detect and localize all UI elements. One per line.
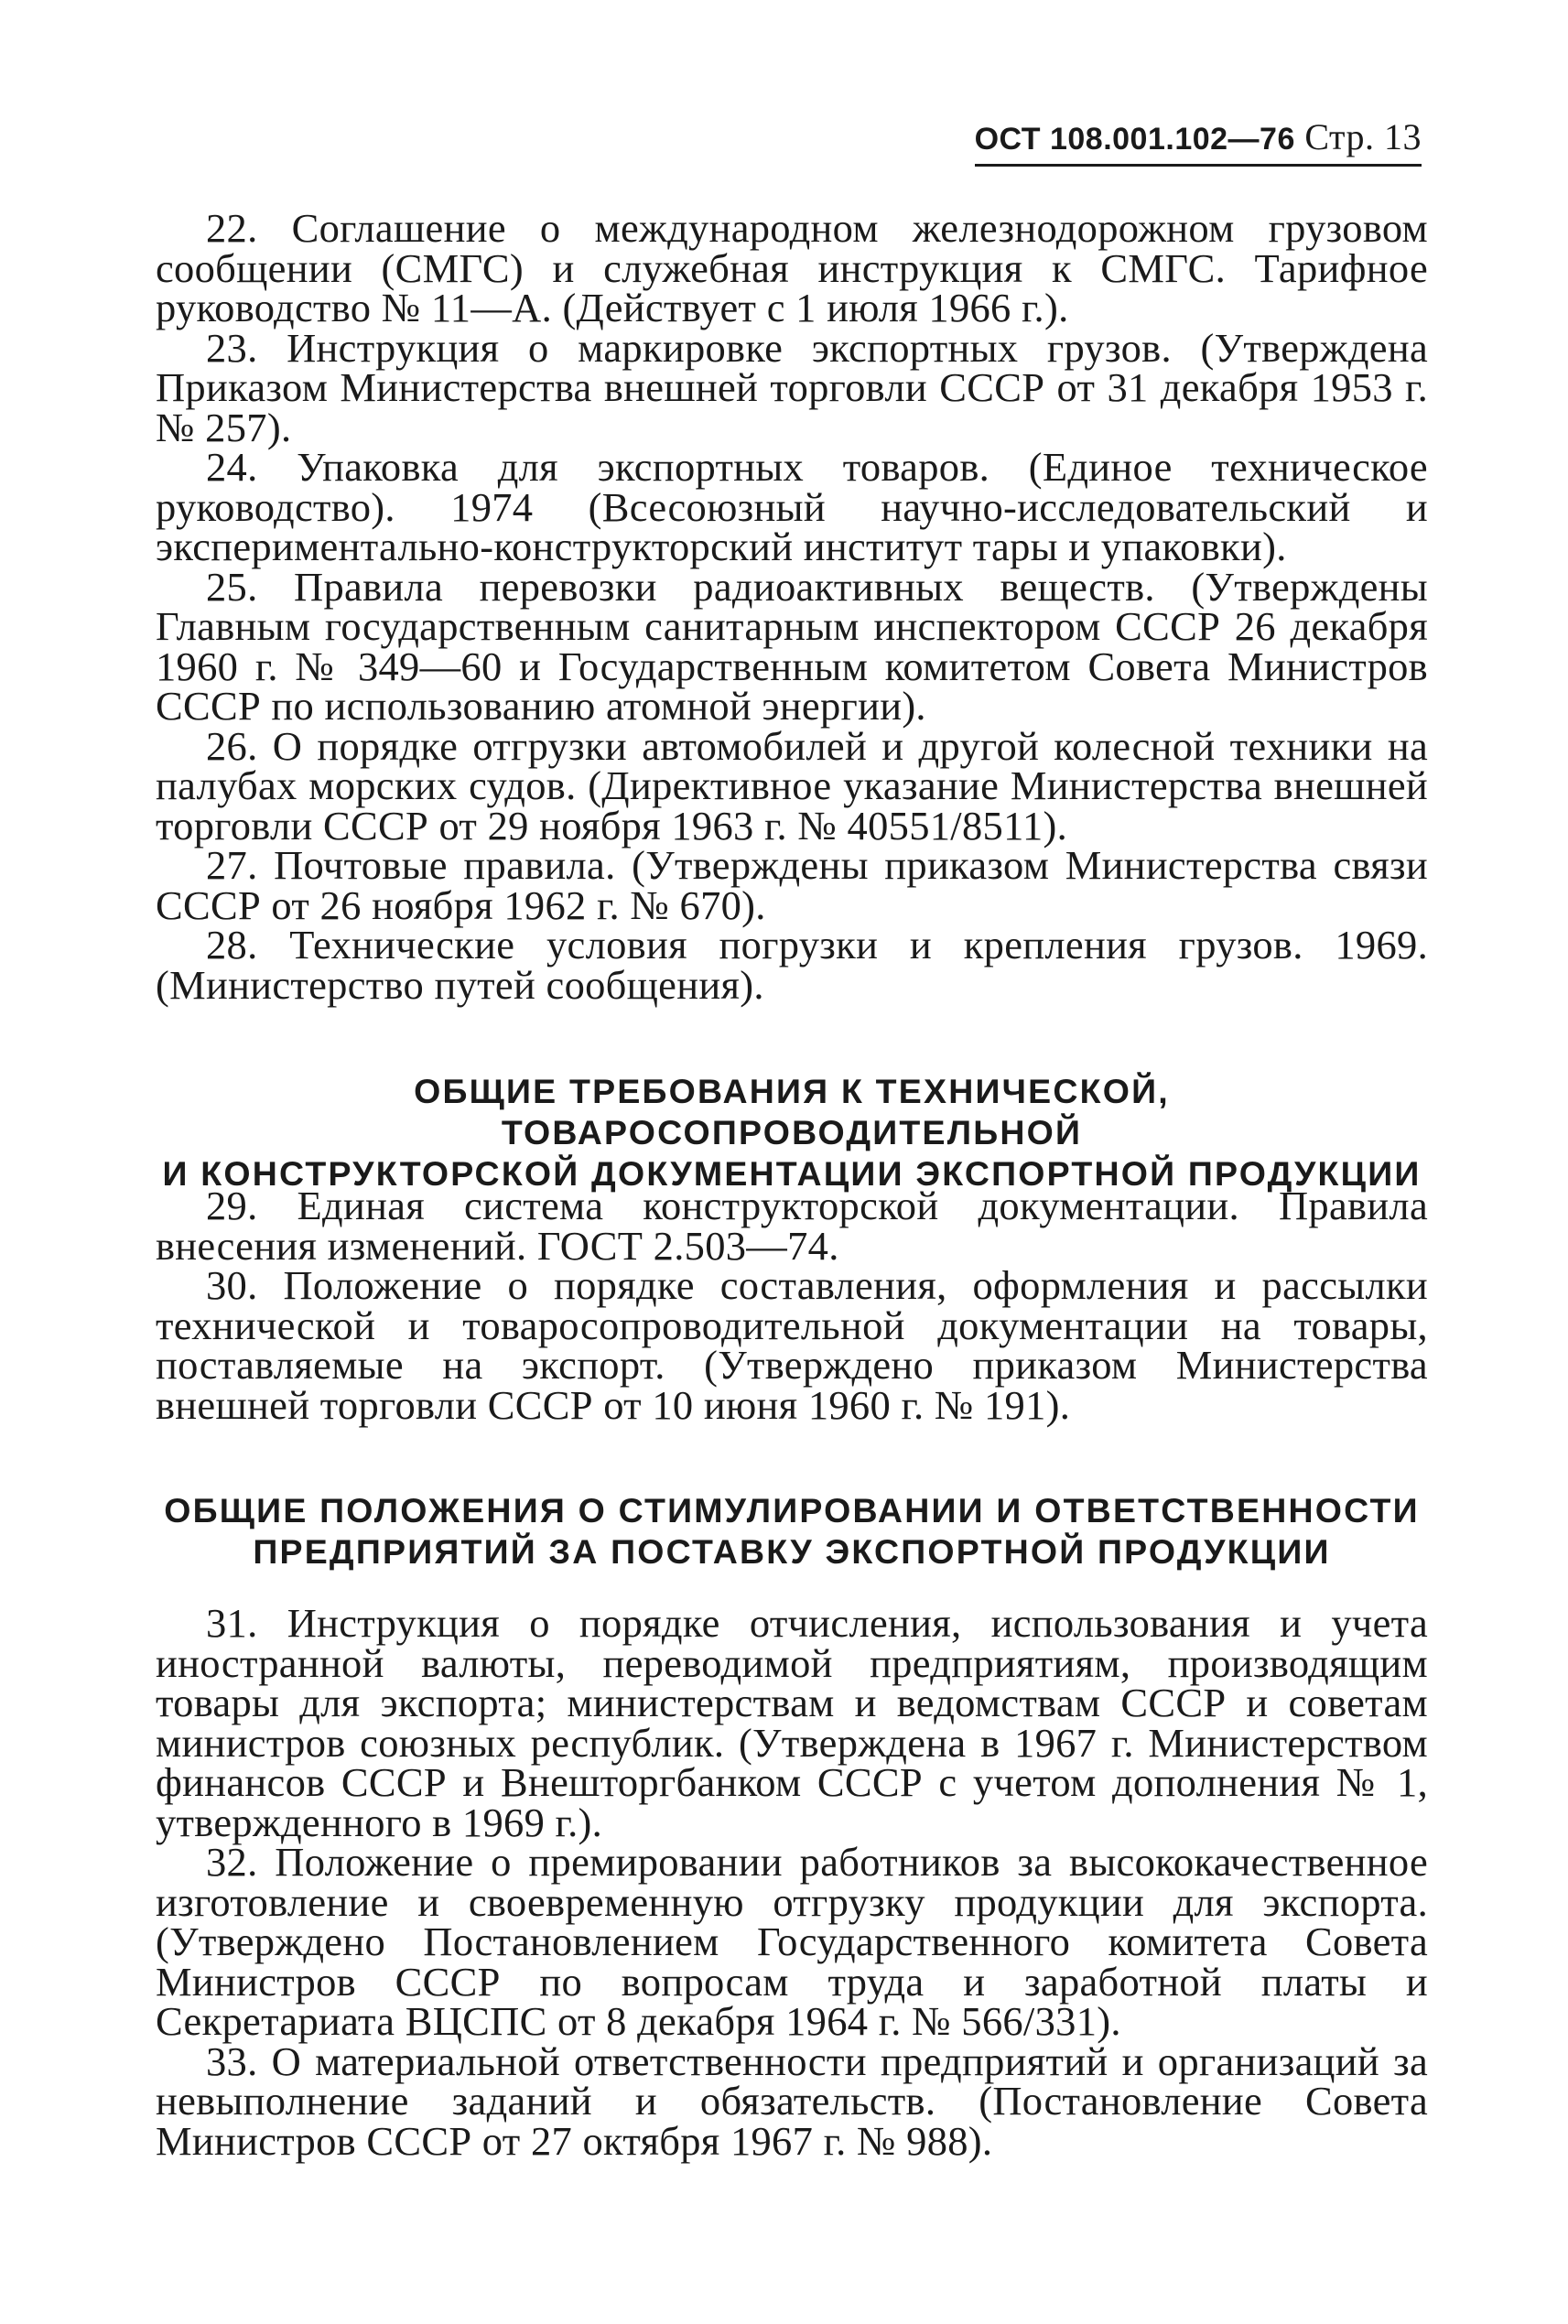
section-heading-incentives (146, 1490, 1437, 1573)
list-item: 25. Правила перевозки радиоактивных веществ. (Утверждены Главным государственным санитарным инспектором СССР 26 декабря 1960 г. № 349—60 и Государственным комитетом Совета Министров СССР по использованию атомной энергии). (156, 563, 1428, 729)
section-heading-line: И КОНСТРУКТОРСКОЙ ДОКУМЕНТАЦИИ ЭКСПОРТНОЙ ПРОДУКЦИИ (162, 1154, 1422, 1193)
list-item: 28. Технические условия погрузки и крепления грузов. 1969. (Министерство путей сообщения). (156, 922, 1428, 1008)
list-item: 27. Почтовые правила. (Утверждены приказом Министерства связи СССР от 26 ноября 1962 г. № 670). (156, 842, 1428, 928)
section-heading-line: ОБЩИЕ ПОЛОЖЕНИЯ О СТИМУЛИРОВАНИИ И ОТВЕТСТВЕННОСТИ (164, 1491, 1420, 1530)
list-item: 24. Упаковка для экспортных товаров. (Единое техническое руководство). 1974 (Всесоюзный научно-исследовательский и экспериментально-конструкторский институт тары и упаковки). (156, 444, 1428, 569)
list-item: 31. Инструкция о порядке отчисления, использования и учета иностранной валюты, переводимой предприятиям, производящим товары для экспорта; министерствам и ведомствам СССР и советам министров союзных республик. (Утверждена в 1967 г. Министерством финансов СССР и Внешторгбанком СССР с учетом дополнения № 1, утвержденного в 1969 г.). (156, 1600, 1428, 1845)
references-list-block-1 (156, 205, 1428, 1008)
list-item: 26. О порядке отгрузки автомобилей и другой колесной техники на палубах морских судов. (Директивное указание Министерства внешней торговли СССР от 29 ноября 1963 г. № 40551/8511). (156, 722, 1428, 849)
list-item: 29. Единая система конструкторской документации. Правила внесения изменений. ГОСТ 2.503—74. (156, 1183, 1428, 1269)
list-item: 32. Положение о премировании работников за высококачественное изготовление и своевременную отгрузку продукции для экспорта. (Утверждено Постановлением Государственного комитета Совета Министров СССР по вопросам труда и заработной платы и Секретариата ВЦСПС от 8 декабря 1964 г. № 566/331). (156, 1839, 1428, 2044)
list-item: 33. О материальной ответственности предприятий и организаций за невыполнение заданий и обязательств. (Постановление Совета Министров СССР от 27 октября 1967 г. № 988). (156, 2038, 1428, 2164)
list-item: 22. Соглашение о международном железнодорожном грузовом сообщении (СМГС) и служебная инструкция к СМГС. Тарифное руководство № 11—А. (Действует с 1 июля 1966 г.). (156, 205, 1428, 330)
standard-code: ОСТ 108.001.102—76 (974, 122, 1295, 157)
section-heading-line: ОБЩИЕ ТРЕБОВАНИЯ К ТЕХНИЧЕСКОЙ, ТОВАРОСОПРОВОДИТЕЛЬНОЙ (414, 1072, 1170, 1151)
list-item: 23. Инструкция о маркировке экспортных грузов. (Утверждена Приказом Министерства внешней торговли СССР от 31 декабря 1953 г. № 257). (156, 324, 1428, 450)
references-list-block-3 (156, 1600, 1428, 2164)
page-header (975, 115, 1422, 167)
references-list-block-2 (156, 1183, 1428, 1428)
section-heading-documentation (146, 1071, 1437, 1194)
page-number: Стр. 13 (1304, 116, 1422, 157)
list-item: 30. Положение о порядке составления, оформления и рассылки технической и товаросопроводительной документации на товары, поставляемые на экспорт. (Утверждено приказом Министерства внешней торговли СССР от 10 июня 1960 г. № 191). (156, 1262, 1428, 1428)
section-heading-line: ПРЕДПРИЯТИЙ ЗА ПОСТАВКУ ЭКСПОРТНОЙ ПРОДУКЦИИ (253, 1532, 1331, 1571)
